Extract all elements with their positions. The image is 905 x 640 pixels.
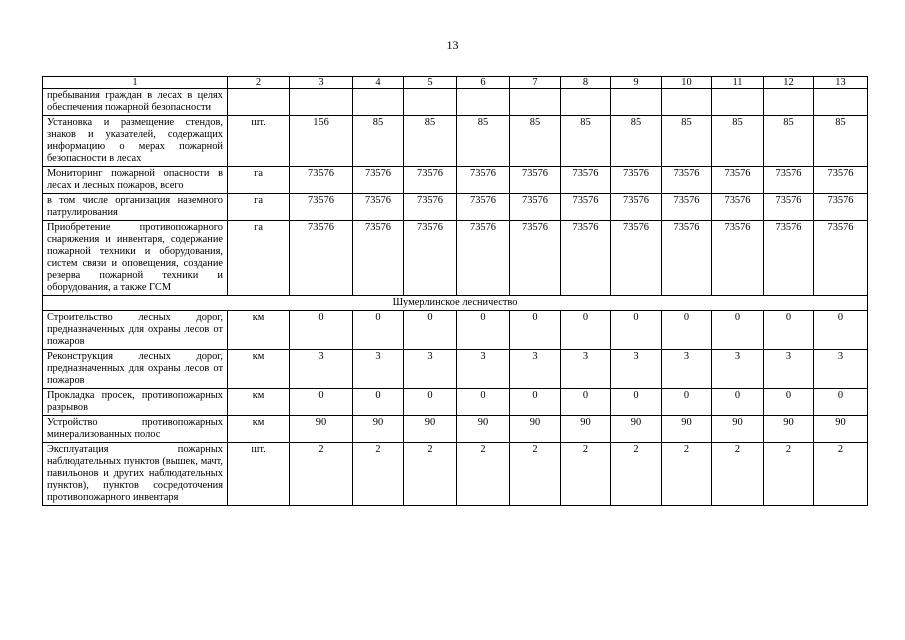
value-cell: 0 bbox=[290, 389, 353, 416]
value-cell bbox=[457, 89, 510, 116]
value-cell: 3 bbox=[561, 350, 611, 389]
value-cell bbox=[561, 89, 611, 116]
value-cell: 73576 bbox=[290, 194, 353, 221]
value-cell bbox=[712, 89, 764, 116]
table-row bbox=[43, 167, 868, 194]
activity-name-cell: Строительство лесных дорог, предназначенных для охраны лесов от пожаров bbox=[43, 311, 228, 350]
value-cell: 73576 bbox=[662, 167, 712, 194]
value-cell: 0 bbox=[457, 389, 510, 416]
value-cell: 0 bbox=[457, 311, 510, 350]
value-cell: 0 bbox=[561, 311, 611, 350]
unit-cell: га bbox=[228, 194, 290, 221]
page-number: 13 bbox=[446, 38, 459, 52]
column-number-cell: 7 bbox=[510, 77, 561, 89]
value-cell: 73576 bbox=[662, 194, 712, 221]
value-cell: 85 bbox=[814, 116, 868, 167]
value-cell: 156 bbox=[290, 116, 353, 167]
table-row bbox=[43, 389, 868, 416]
value-cell: 73576 bbox=[764, 167, 814, 194]
activity-name-cell: Реконструкция лесных дорог, предназначенных для охраны лесов от пожаров bbox=[43, 350, 228, 389]
column-number-cell: 1 bbox=[43, 77, 228, 89]
column-number-cell: 10 bbox=[662, 77, 712, 89]
value-cell: 90 bbox=[764, 416, 814, 443]
value-cell: 73576 bbox=[662, 221, 712, 296]
value-cell: 73576 bbox=[814, 221, 868, 296]
value-cell: 0 bbox=[290, 311, 353, 350]
value-cell: 0 bbox=[764, 389, 814, 416]
value-cell: 2 bbox=[611, 443, 662, 506]
activity-name-cell: пребывания граждан в лесах в целях обеспечения пожарной безопасности bbox=[43, 89, 228, 116]
value-cell: 0 bbox=[561, 389, 611, 416]
value-cell: 73576 bbox=[611, 194, 662, 221]
column-number-cell: 6 bbox=[457, 77, 510, 89]
value-cell bbox=[611, 89, 662, 116]
value-cell: 3 bbox=[404, 350, 457, 389]
value-cell: 73576 bbox=[290, 167, 353, 194]
value-cell: 90 bbox=[611, 416, 662, 443]
value-cell: 90 bbox=[353, 416, 404, 443]
value-cell: 73576 bbox=[353, 194, 404, 221]
value-cell: 0 bbox=[662, 311, 712, 350]
value-cell: 85 bbox=[561, 116, 611, 167]
value-cell: 3 bbox=[457, 350, 510, 389]
activity-name-cell: Прокладка просек, противопожарных разрывов bbox=[43, 389, 228, 416]
value-cell: 73576 bbox=[353, 221, 404, 296]
value-cell: 0 bbox=[353, 389, 404, 416]
value-cell: 85 bbox=[510, 116, 561, 167]
column-number-row bbox=[43, 77, 868, 89]
value-cell: 85 bbox=[353, 116, 404, 167]
value-cell bbox=[404, 89, 457, 116]
value-cell: 73576 bbox=[712, 221, 764, 296]
value-cell: 0 bbox=[814, 311, 868, 350]
value-cell: 90 bbox=[561, 416, 611, 443]
value-cell: 2 bbox=[404, 443, 457, 506]
value-cell: 73576 bbox=[457, 221, 510, 296]
activity-name-cell: Эксплуатация пожарных наблюдательных пунктов (вышек, мачт, павильонов и других наблюдательных пунктов), пунктов сосредоточения противопожарного инвентаря bbox=[43, 443, 228, 506]
value-cell: 73576 bbox=[764, 221, 814, 296]
value-cell: 73576 bbox=[814, 194, 868, 221]
activity-name-cell: Мониторинг пожарной опасности в лесах и лесных пожаров, всего bbox=[43, 167, 228, 194]
table-row bbox=[43, 416, 868, 443]
unit-cell: га bbox=[228, 167, 290, 194]
table-row bbox=[43, 221, 868, 296]
value-cell bbox=[510, 89, 561, 116]
value-cell: 73576 bbox=[611, 221, 662, 296]
value-cell: 73576 bbox=[561, 221, 611, 296]
value-cell: 73576 bbox=[611, 167, 662, 194]
unit-cell: шт. bbox=[228, 443, 290, 506]
value-cell: 0 bbox=[510, 389, 561, 416]
value-cell: 2 bbox=[510, 443, 561, 506]
value-cell: 0 bbox=[712, 311, 764, 350]
value-cell: 73576 bbox=[510, 194, 561, 221]
column-number-cell: 8 bbox=[561, 77, 611, 89]
section-title-cell: Шумерлинское лесничество bbox=[43, 296, 868, 311]
value-cell: 90 bbox=[290, 416, 353, 443]
value-cell: 85 bbox=[611, 116, 662, 167]
value-cell: 0 bbox=[404, 389, 457, 416]
column-number-cell: 5 bbox=[404, 77, 457, 89]
value-cell: 73576 bbox=[457, 194, 510, 221]
value-cell: 2 bbox=[764, 443, 814, 506]
table-row bbox=[43, 89, 868, 116]
activity-name-cell: в том числе организация наземного патрулирования bbox=[43, 194, 228, 221]
value-cell: 0 bbox=[814, 389, 868, 416]
value-cell: 90 bbox=[712, 416, 764, 443]
column-number-cell: 2 bbox=[228, 77, 290, 89]
value-cell: 2 bbox=[457, 443, 510, 506]
value-cell: 73576 bbox=[290, 221, 353, 296]
value-cell: 3 bbox=[510, 350, 561, 389]
table-row bbox=[43, 350, 868, 389]
activity-name-cell: Установка и размещение стендов, знаков и указателей, содержащих информацию о мерах пожарной безопасности в лесах bbox=[43, 116, 228, 167]
value-cell bbox=[764, 89, 814, 116]
value-cell: 2 bbox=[290, 443, 353, 506]
value-cell: 73576 bbox=[353, 167, 404, 194]
value-cell: 2 bbox=[353, 443, 404, 506]
value-cell: 90 bbox=[814, 416, 868, 443]
unit-cell bbox=[228, 89, 290, 116]
value-cell: 3 bbox=[353, 350, 404, 389]
unit-cell: км bbox=[228, 350, 290, 389]
value-cell: 73576 bbox=[561, 167, 611, 194]
value-cell: 73576 bbox=[457, 167, 510, 194]
value-cell: 73576 bbox=[712, 194, 764, 221]
value-cell: 3 bbox=[712, 350, 764, 389]
column-number-cell: 12 bbox=[764, 77, 814, 89]
value-cell: 73576 bbox=[510, 167, 561, 194]
value-cell: 0 bbox=[662, 389, 712, 416]
value-cell: 0 bbox=[611, 389, 662, 416]
value-cell: 90 bbox=[404, 416, 457, 443]
value-cell: 2 bbox=[712, 443, 764, 506]
value-cell: 85 bbox=[457, 116, 510, 167]
value-cell: 0 bbox=[611, 311, 662, 350]
value-cell: 90 bbox=[510, 416, 561, 443]
value-cell: 0 bbox=[764, 311, 814, 350]
column-number-cell: 3 bbox=[290, 77, 353, 89]
table-row bbox=[43, 194, 868, 221]
fire-safety-table bbox=[42, 76, 868, 506]
value-cell: 73576 bbox=[814, 167, 868, 194]
value-cell: 3 bbox=[662, 350, 712, 389]
value-cell: 2 bbox=[662, 443, 712, 506]
value-cell: 0 bbox=[510, 311, 561, 350]
unit-cell: км bbox=[228, 416, 290, 443]
value-cell: 2 bbox=[561, 443, 611, 506]
unit-cell: км bbox=[228, 311, 290, 350]
table-row bbox=[43, 311, 868, 350]
value-cell: 90 bbox=[662, 416, 712, 443]
value-cell: 73576 bbox=[404, 221, 457, 296]
unit-cell: шт. bbox=[228, 116, 290, 167]
value-cell bbox=[353, 89, 404, 116]
value-cell: 0 bbox=[353, 311, 404, 350]
column-number-cell: 4 bbox=[353, 77, 404, 89]
value-cell: 85 bbox=[662, 116, 712, 167]
value-cell: 3 bbox=[764, 350, 814, 389]
value-cell: 73576 bbox=[510, 221, 561, 296]
column-number-cell: 9 bbox=[611, 77, 662, 89]
activity-name-cell: Устройство противопожарных минерализованных полос bbox=[43, 416, 228, 443]
value-cell: 3 bbox=[290, 350, 353, 389]
value-cell: 73576 bbox=[561, 194, 611, 221]
value-cell: 85 bbox=[764, 116, 814, 167]
unit-cell: км bbox=[228, 389, 290, 416]
value-cell: 73576 bbox=[404, 194, 457, 221]
activity-name-cell: Приобретение противопожарного снаряжения и инвентаря, содержание пожарной техники и оборудования, систем связи и оповещения, создание резерва пожарной техники и оборудования, а также ГСМ bbox=[43, 221, 228, 296]
value-cell: 73576 bbox=[764, 194, 814, 221]
unit-cell: га bbox=[228, 221, 290, 296]
value-cell bbox=[814, 89, 868, 116]
column-number-cell: 13 bbox=[814, 77, 868, 89]
section-row bbox=[43, 296, 868, 311]
value-cell: 85 bbox=[404, 116, 457, 167]
value-cell: 73576 bbox=[404, 167, 457, 194]
table-row bbox=[43, 116, 868, 167]
value-cell bbox=[662, 89, 712, 116]
value-cell: 2 bbox=[814, 443, 868, 506]
value-cell bbox=[290, 89, 353, 116]
table-row bbox=[43, 443, 868, 506]
value-cell: 90 bbox=[457, 416, 510, 443]
table-body bbox=[43, 77, 868, 506]
value-cell: 0 bbox=[712, 389, 764, 416]
value-cell: 3 bbox=[814, 350, 868, 389]
value-cell: 73576 bbox=[712, 167, 764, 194]
value-cell: 0 bbox=[404, 311, 457, 350]
value-cell: 3 bbox=[611, 350, 662, 389]
column-number-cell: 11 bbox=[712, 77, 764, 89]
value-cell: 85 bbox=[712, 116, 764, 167]
